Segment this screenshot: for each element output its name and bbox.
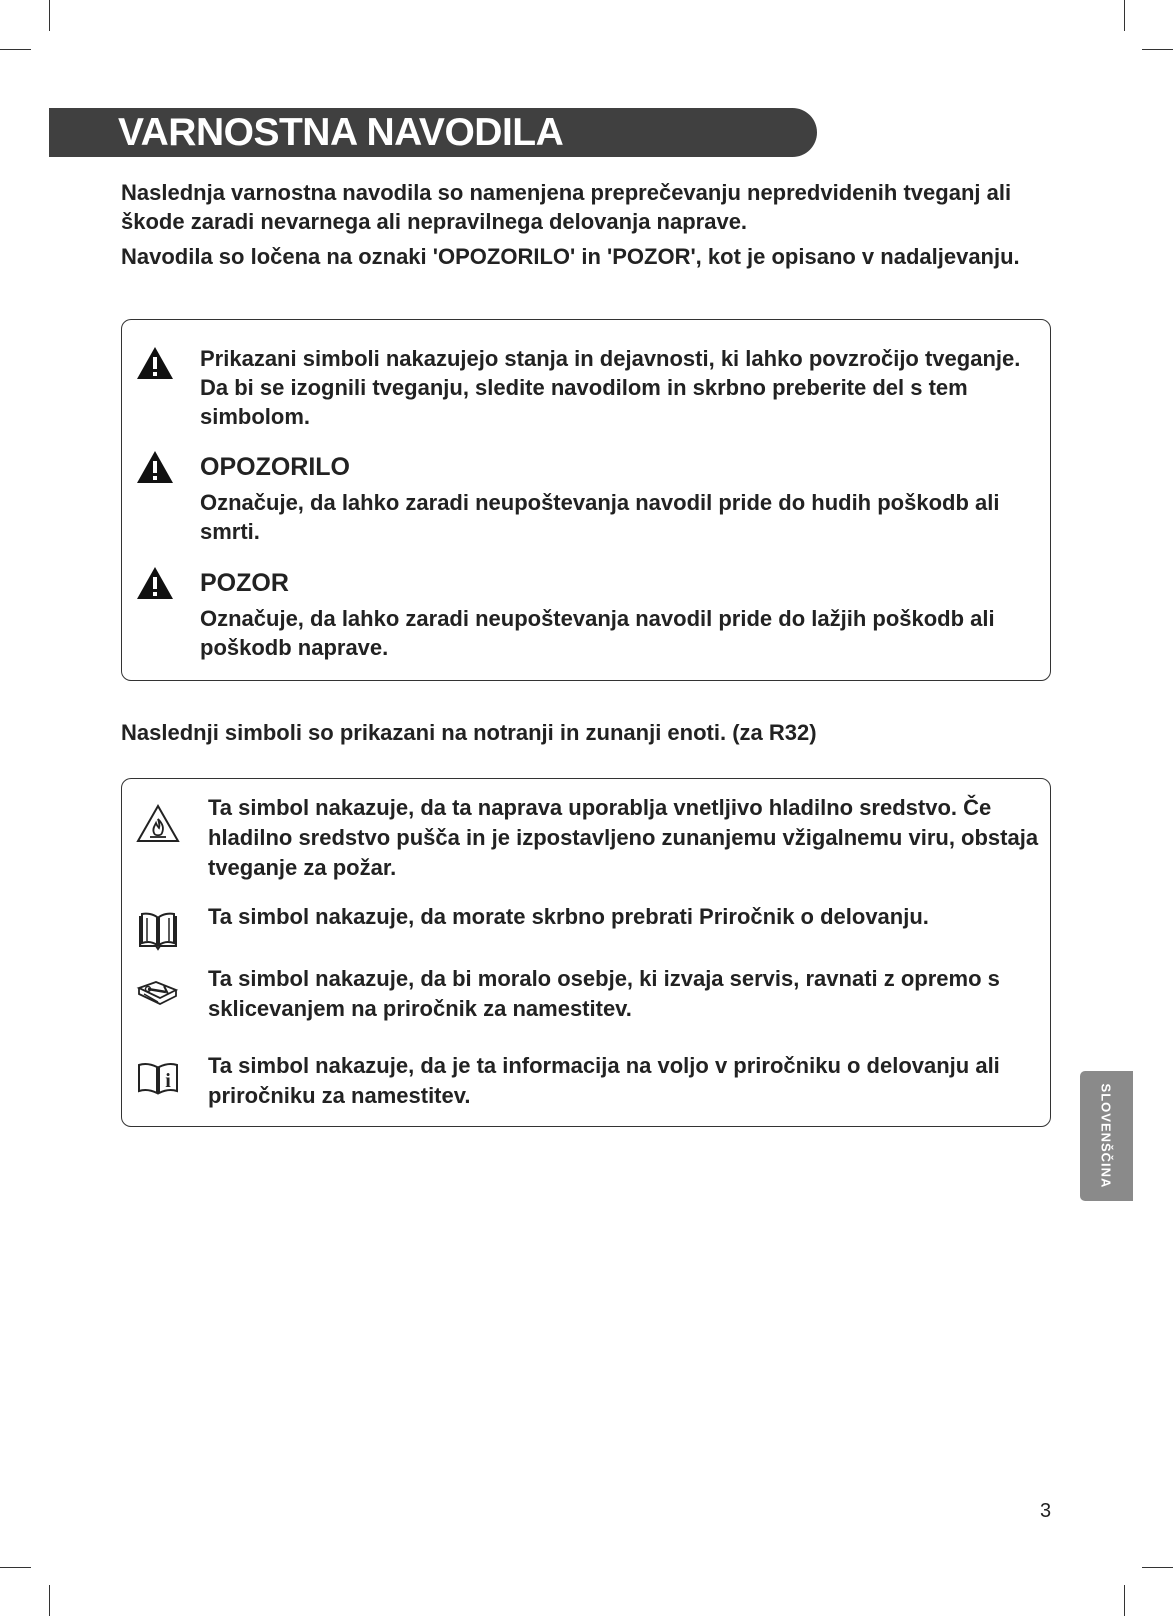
flammable-icon (136, 803, 180, 847)
warning-triangle-icon (136, 566, 174, 600)
intro-paragraph-1: Naslednja varnostna navodila so namenjena preprečevanju nepredvidenih tveganj ali škode zaradi nevarnega ali nepravilnega delovanja naprave. (121, 180, 1012, 234)
symbol-text: Ta simbol nakazuje, da bi moralo osebje, ki izvaja servis, ravnati z opremo s sklicevanjem na priročnik za namestitev. (208, 966, 1000, 1021)
symbol-text: Ta simbol nakazuje, da morate skrbno prebrati Priročnik o delovanju. (208, 904, 929, 929)
crop-mark (0, 1567, 31, 1568)
crop-mark (1142, 1567, 1173, 1568)
crop-mark (1124, 0, 1125, 31)
crop-mark (49, 0, 50, 31)
intro-paragraph-2: Navodila so ločena na oznaki 'OPOZORILO' in 'POZOR', kot je opisano v nadaljevanju. (121, 244, 1020, 269)
warning-box (121, 319, 1051, 681)
symbol-text: Ta simbol nakazuje, da ta naprava uporablja vnetljivo hladilno sredstvo. Če hladilno sredstvo pušča in je izpostavljeno zunanjemu vžigalnemu viru, obstaja tveganje za požar. (208, 795, 1039, 880)
caution-heading: POZOR (200, 569, 289, 597)
crop-mark (1142, 49, 1173, 50)
warning-text: Označuje, da lahko zaradi neupoštevanja navodil pride do hudih poškodb ali smrti. (200, 490, 1000, 544)
language-tab-label: SLOVENŠČINA (1098, 1083, 1114, 1189)
crop-mark (0, 49, 31, 50)
page-title: VARNOSTNA NAVODILA (118, 111, 564, 154)
crop-mark (49, 1585, 50, 1616)
page-number: 3 (1040, 1500, 1052, 1522)
symbol-note-text: Prikazani simboli nakazujejo stanja in dejavnosti, ki lahko povzročijo tveganje. Da bi se izognili tveganju, sledite navodilom in skrbno preberite del s tem simbolom. (200, 346, 1021, 429)
service-manual-icon (136, 972, 180, 1016)
info-manual-icon (136, 1055, 180, 1099)
title-bar (49, 108, 817, 157)
symbols-box (121, 778, 1051, 1127)
crop-mark (1124, 1585, 1125, 1616)
language-tab (1080, 1071, 1133, 1201)
symbol-text: Ta simbol nakazuje, da je ta informacija na voljo v priročniku o delovanju ali priročniku za namestitev. (208, 1053, 1000, 1108)
warning-triangle-icon (136, 450, 174, 484)
symbols-intro: Naslednji simboli so prikazani na notranji in zunanji enoti. (za R32) (121, 720, 817, 745)
svg-text:i: i (165, 1070, 171, 1092)
warning-heading: OPOZORILO (200, 453, 350, 481)
warning-triangle-icon (136, 346, 174, 380)
caution-text: Označuje, da lahko zaradi neupoštevanja navodil pride do lažjih poškodb ali poškodb naprave. (200, 606, 995, 660)
manual-book-icon (136, 910, 180, 954)
